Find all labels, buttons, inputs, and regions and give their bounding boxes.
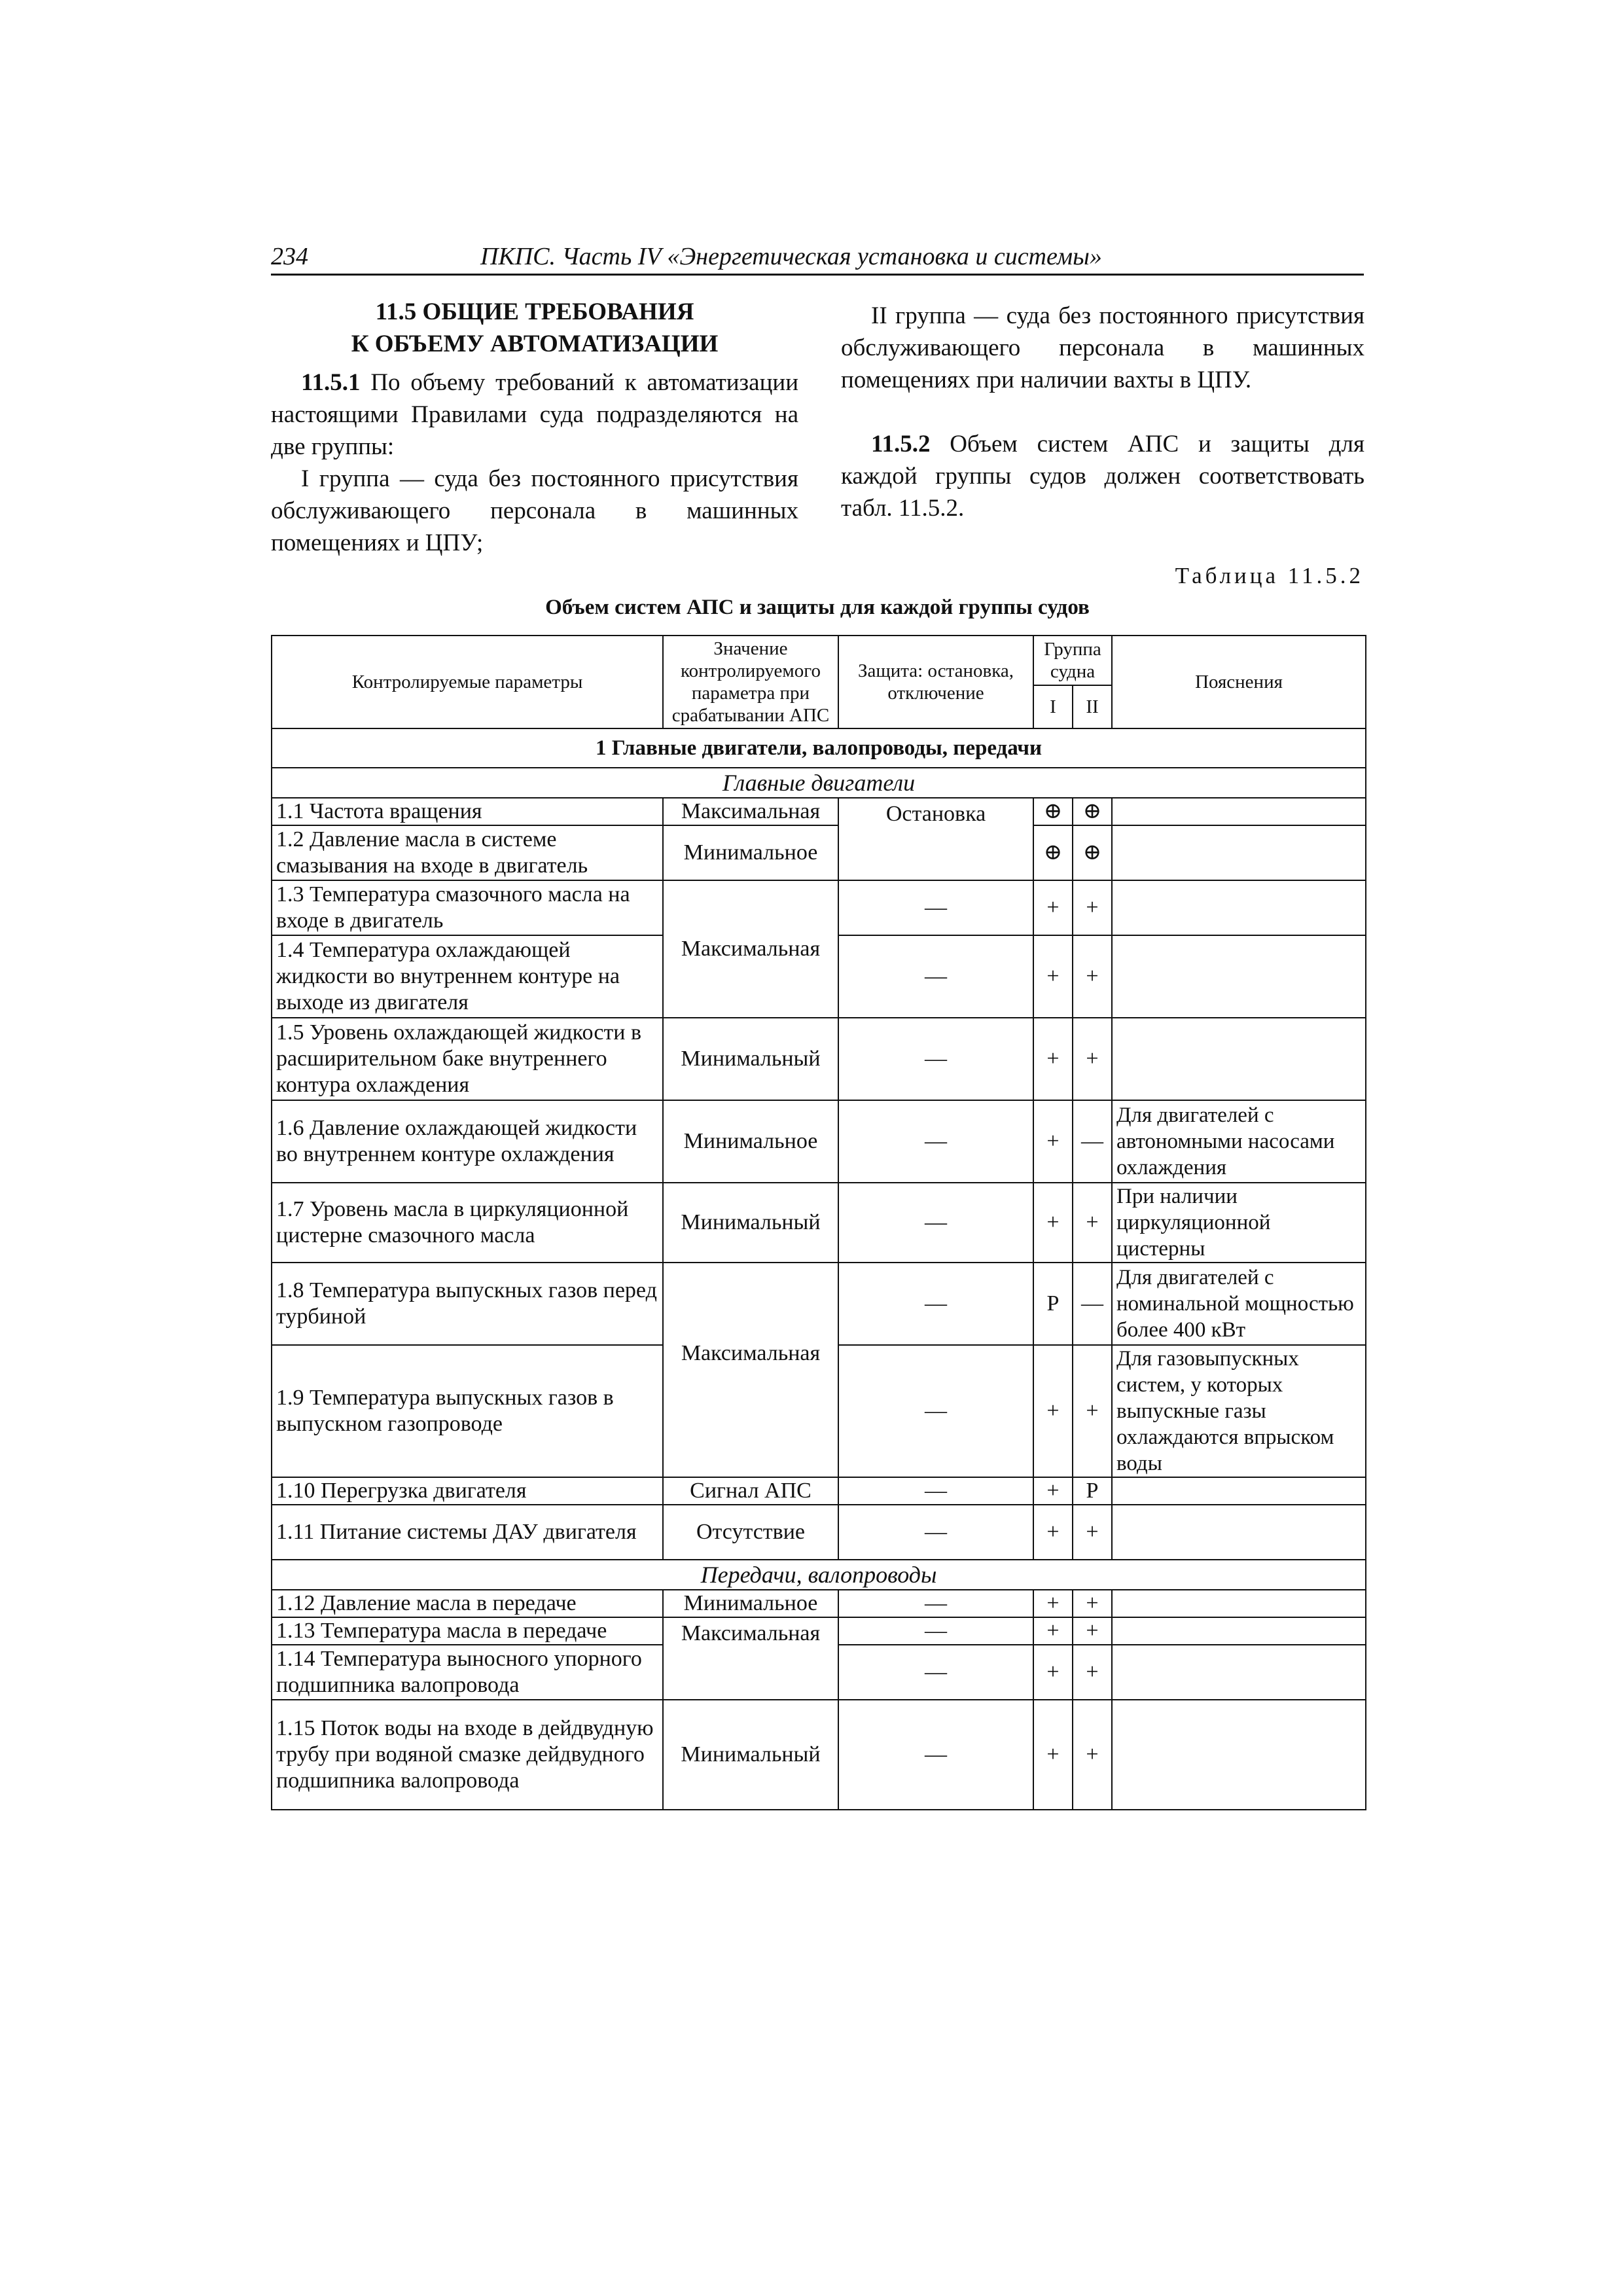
group1-cell: ⊕	[1033, 798, 1073, 825]
value-cell: Отсутствие	[663, 1505, 838, 1560]
table-row	[272, 825, 1366, 880]
note-cell	[1112, 935, 1366, 1018]
note-cell: При наличии циркуляционной цистерны	[1112, 1183, 1366, 1263]
note-cell	[1112, 1505, 1366, 1560]
group2-cell: +	[1073, 880, 1112, 935]
group2-cell: ⊕	[1073, 825, 1112, 880]
group2-cell: +	[1073, 1345, 1112, 1477]
protection-cell: —	[838, 1700, 1033, 1810]
protection-cell: —	[838, 1505, 1033, 1560]
group1-cell: +	[1033, 935, 1073, 1018]
table-row	[272, 798, 1366, 825]
group1-cell: +	[1033, 1590, 1073, 1617]
header-notes: Пояснения	[1112, 636, 1366, 728]
param-cell: 1.12 Давление масла в передаче	[272, 1590, 663, 1617]
value-cell: Максимальная	[663, 880, 838, 1018]
note-cell	[1112, 1645, 1366, 1700]
note-cell	[1112, 1590, 1366, 1617]
page-number: 234	[271, 243, 308, 270]
note-cell: Для двигателей с автономными насосами охлаждения	[1112, 1100, 1366, 1183]
table-row	[272, 1477, 1366, 1505]
table-row	[272, 1183, 1366, 1263]
group2-cell: +	[1073, 935, 1112, 1018]
group1-cell: +	[1033, 880, 1073, 935]
value-cell: Минимальный	[663, 1018, 838, 1100]
group1-cell: +	[1033, 1617, 1073, 1645]
group1-cell: +	[1033, 1700, 1073, 1810]
param-cell: 1.7 Уровень масла в циркуляционной цистерне смазочного масла	[272, 1183, 663, 1263]
header-group-2: II	[1073, 685, 1112, 728]
table-label: Таблица 11.5.2	[1175, 563, 1364, 588]
value-cell: Минимальное	[663, 1590, 838, 1617]
running-title: ПКПС. Часть IV «Энергетическая установка и системы»	[480, 243, 1102, 270]
note-cell	[1112, 798, 1366, 825]
group1-cell: +	[1033, 1183, 1073, 1263]
section-heading: 11.5 ОБЩИЕ ТРЕБОВАНИЯ К ОБЪЕМУ АВТОМАТИЗАЦИИ	[351, 298, 719, 357]
note-cell	[1112, 1617, 1366, 1645]
table-row	[272, 880, 1366, 935]
protection-cell: —	[838, 1100, 1033, 1183]
value-cell: Минимальный	[663, 1183, 838, 1263]
protection-cell: Остановка	[838, 798, 1033, 880]
value-cell: Минимальное	[663, 1100, 838, 1183]
value-cell: Сигнал АПС	[663, 1477, 838, 1505]
group1-cell: Р	[1033, 1263, 1073, 1345]
table-row	[272, 1700, 1366, 1810]
paragraph-group-1: I группа — суда без постоянного присутствия обслуживающего персонала в машинных помещениях и ЦПУ;	[271, 465, 798, 556]
section-row: 1 Главные двигатели, валопроводы, передачи	[272, 728, 1366, 768]
note-cell	[1112, 825, 1366, 880]
param-cell: 1.3 Температура смазочного масла на входе в двигатель	[272, 880, 663, 935]
protection-cell: —	[838, 1590, 1033, 1617]
group1-cell: +	[1033, 1100, 1073, 1183]
group2-cell: Р	[1073, 1477, 1112, 1505]
protection-cell: —	[838, 1183, 1033, 1263]
protection-cell: —	[838, 1477, 1033, 1505]
group1-cell: +	[1033, 1477, 1073, 1505]
protection-cell: —	[838, 880, 1033, 935]
param-cell: 1.1 Частота вращения	[272, 798, 663, 825]
protection-cell: —	[838, 1018, 1033, 1100]
group2-cell: ⊕	[1073, 798, 1112, 825]
table-row	[272, 1100, 1366, 1183]
right-column	[841, 300, 1364, 524]
protection-cell: —	[838, 1345, 1033, 1477]
value-cell: Максимальная	[663, 798, 838, 825]
group2-cell: +	[1073, 1505, 1112, 1560]
group2-cell: +	[1073, 1700, 1112, 1810]
param-cell: 1.8 Температура выпускных газов перед турбиной	[272, 1263, 663, 1345]
header-protection: Защита: остановка, отключение	[838, 636, 1033, 728]
value-cell: Минимальное	[663, 825, 838, 880]
note-cell: Для двигателей с номинальной мощностью более 400 кВт	[1112, 1263, 1366, 1345]
group1-cell: +	[1033, 1018, 1073, 1100]
protection-cell: —	[838, 1645, 1033, 1700]
table-title: Объем систем АПС и защиты для каждой группы судов	[545, 596, 1090, 619]
value-cell: Максимальная	[663, 1617, 838, 1700]
param-cell: 1.6 Давление охлаждающей жидкости во внутреннем контуре охлаждения	[272, 1100, 663, 1183]
group1-cell: ⊕	[1033, 825, 1073, 880]
subsection-row: Главные двигатели	[272, 768, 1366, 798]
paragraph-11-5-2: 11.5.2 Объем систем АПС и защиты для каждой группы судов должен соответствовать табл. 11.5.2.	[841, 431, 1364, 522]
note-cell	[1112, 1477, 1366, 1505]
table-row	[272, 1505, 1366, 1560]
param-cell: 1.15 Поток воды на входе в дейдвудную трубу при водяной смазке дейдвудного подшипника валопровода	[272, 1700, 663, 1810]
value-cell: Максимальная	[663, 1263, 838, 1477]
paragraph-group-2: II группа — суда без постоянного присутствия обслуживающего персонала в машинных помещениях при наличии вахты в ЦПУ.	[841, 302, 1364, 393]
group1-cell: +	[1033, 1645, 1073, 1700]
table-row	[272, 1018, 1366, 1100]
running-header	[271, 237, 1364, 276]
param-cell: 1.10 Перегрузка двигателя	[272, 1477, 663, 1505]
protection-cell: —	[838, 1617, 1033, 1645]
value-cell: Минимальный	[663, 1700, 838, 1810]
param-cell: 1.4 Температура охлаждающей жидкости во внутреннем контуре на выходе из двигателя	[272, 935, 663, 1018]
table-row	[272, 1590, 1366, 1617]
left-column	[271, 296, 798, 559]
header-group: Группа судна	[1033, 636, 1112, 685]
param-cell: 1.11 Питание системы ДАУ двигателя	[272, 1505, 663, 1560]
group2-cell: +	[1073, 1645, 1112, 1700]
param-cell: 1.14 Температура выносного упорного подшипника валопровода	[272, 1645, 663, 1700]
protection-cell: —	[838, 1263, 1033, 1345]
group2-cell: —	[1073, 1100, 1112, 1183]
group2-cell: +	[1073, 1018, 1112, 1100]
header-group-1: I	[1033, 685, 1073, 728]
group2-cell: +	[1073, 1183, 1112, 1263]
param-cell: 1.5 Уровень охлаждающей жидкости в расширительном баке внутреннего контура охлаждения	[272, 1018, 663, 1100]
requirements-table	[271, 635, 1366, 1810]
group2-cell: +	[1073, 1617, 1112, 1645]
protection-cell: —	[838, 935, 1033, 1018]
subsection-row: Передачи, валопроводы	[272, 1560, 1366, 1590]
group2-cell: —	[1073, 1263, 1112, 1345]
note-cell	[1112, 880, 1366, 935]
paragraph-11-5-1: 11.5.1 По объему требований к автоматизации настоящими Правилами суда подразделяются на две группы:	[271, 369, 798, 460]
group1-cell: +	[1033, 1505, 1073, 1560]
note-cell	[1112, 1700, 1366, 1810]
param-cell: 1.9 Температура выпускных газов в выпускном газопроводе	[272, 1345, 663, 1477]
param-cell: 1.2 Давление масла в системе смазывания на входе в двигатель	[272, 825, 663, 880]
note-cell	[1112, 1018, 1366, 1100]
note-cell: Для газовыпускных систем, у которых выпускные газы охлаждаются впрыском воды	[1112, 1345, 1366, 1477]
param-cell: 1.13 Температура масла в передаче	[272, 1617, 663, 1645]
header-param: Контролируемые параметры	[272, 636, 663, 728]
table-row	[272, 1617, 1366, 1645]
header-value: Значение контролируемого параметра при срабатывании АПС	[663, 636, 838, 728]
group2-cell: +	[1073, 1590, 1112, 1617]
group1-cell: +	[1033, 1345, 1073, 1477]
table-row	[272, 1263, 1366, 1345]
